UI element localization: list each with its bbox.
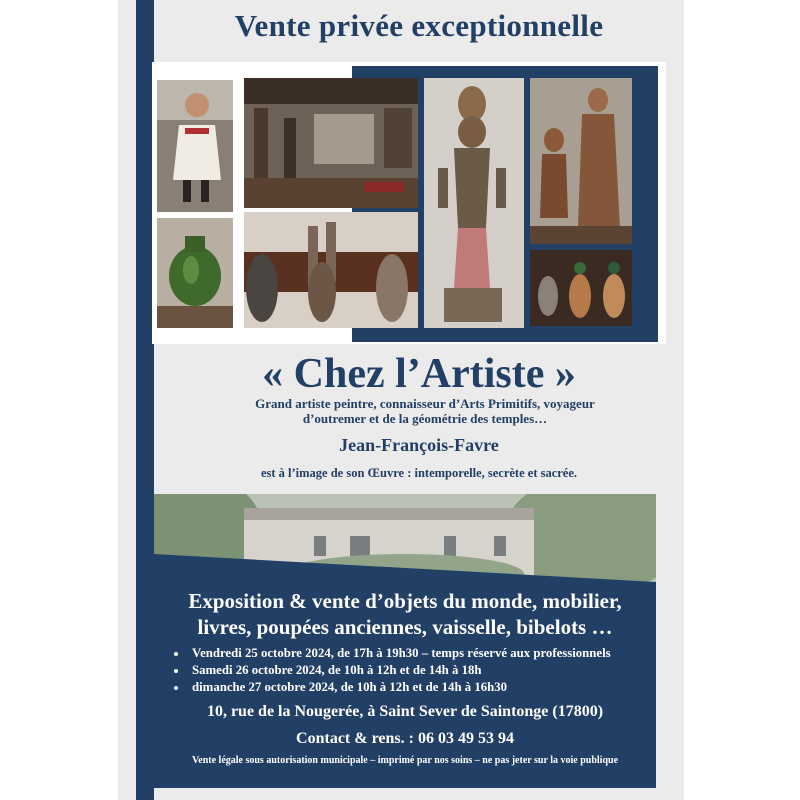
description-line: d’outremer et de la géométrie des temples… [302,411,548,426]
schedule-item: Samedi 26 octobre 2024, de 10h à 12h et de 14h à 18h [172,662,656,679]
tribal-masks-photo [244,212,418,328]
interior-room-photo [244,78,418,208]
expo-line: livres, poupées anciennes, vaisselle, bibelots … [197,615,613,639]
expo-line: Exposition & vente d’objets du monde, mobilier, [188,589,622,613]
schedule-list [172,645,656,696]
antique-doll-photo [157,80,233,212]
artist-name: Jean-François-Favre [339,435,499,455]
deity-statue-photo [424,78,524,328]
duck-decoys-photo [530,250,632,326]
green-vase-photo [157,218,233,328]
artist-tagline: est à l’image de son Œuvre : intemporelle, secrète et sacrée. [260,466,578,480]
venue-address: 10, rue de la Nougerée, à Saint Sever de Saintonge (17800) [206,703,604,720]
artist-description [230,396,620,426]
description-line: Grand artiste peintre, connaisseur d’Arts Primitifs, voyageur [255,396,595,411]
contact-phone: Contact & rens. : 06 03 49 53 94 [296,730,514,747]
poster-title: Vente privée exceptionnelle [234,8,604,43]
schedule-item: dimanche 27 octobre 2024, de 10h à 12h et de 14h à 16h30 [172,679,656,696]
saint-statues-photo [530,78,632,244]
legal-notice: Vente légale sous autorisation municipale – imprimé par nos soins – ne pas jeter sur la voie publique [191,755,619,766]
exhibition-summary [154,588,656,640]
schedule-item: Vendredi 25 octobre 2024, de 17h à 19h30 – temps réservé aux professionnels [172,645,656,662]
event-heading: « Chez l’Artiste » [262,351,576,397]
